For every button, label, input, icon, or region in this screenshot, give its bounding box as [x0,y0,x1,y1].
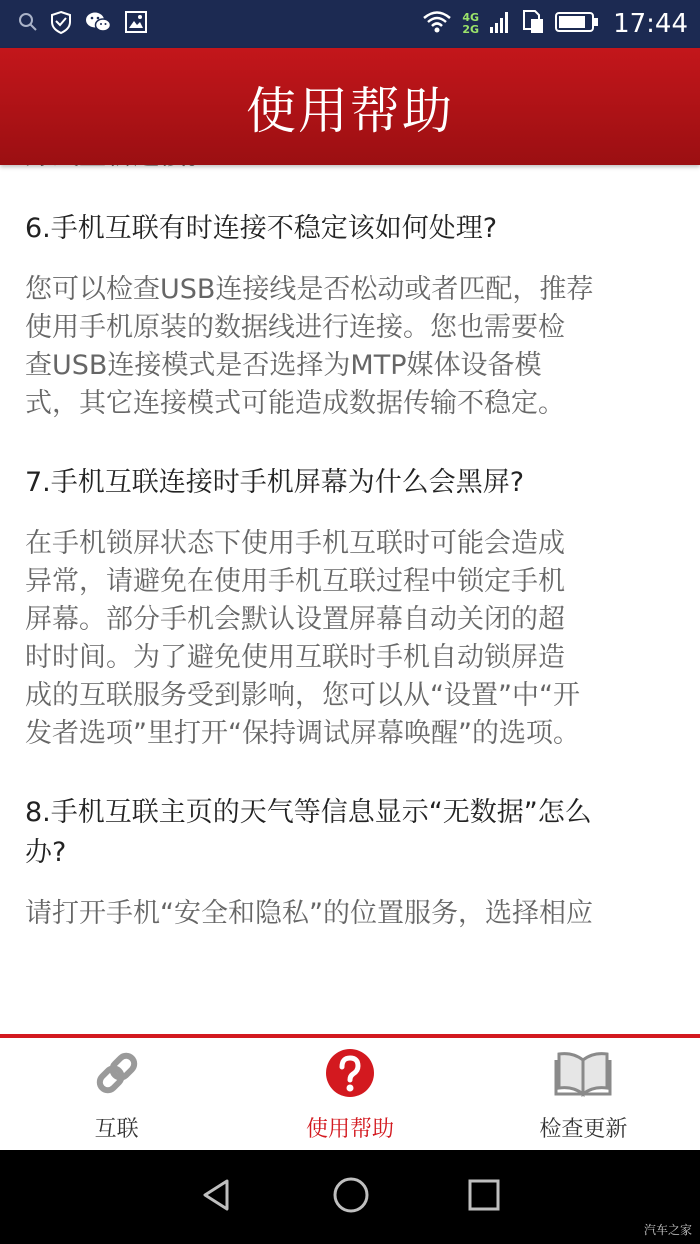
answer-line: 式，其它连接模式可能造成数据传输不稳定。 [25,388,565,419]
shield-check-icon [50,10,72,38]
tab-label-help: 使用帮助 [305,1116,394,1142]
help-content[interactable] [0,165,700,1035]
tab-bar [0,1034,700,1150]
book-icon [553,1046,613,1104]
network-4g-label: 4G [462,11,480,24]
answer-line: 异常，请避免在使用手机互联过程中锁定手机 [25,566,565,597]
wifi-icon [422,10,452,38]
tab-link[interactable] [0,1038,233,1150]
clock: 17:44 [613,9,688,39]
watermark: 汽车之家 [643,1223,692,1237]
help-content-inner [25,137,680,933]
page-title: 使用帮助 [246,81,454,140]
answer-line: 您可以检查USB连接线是否松动或者匹配，推荐 [25,274,594,305]
question-line: 8.手机互联主页的天气等信息显示“无数据”怎么 [25,797,592,828]
question-6: 6.手机互联有时连接不稳定该如何处理? [25,213,498,244]
question-8 [25,793,680,873]
status-bar [0,0,700,48]
answer-line: 时时间。为了避免使用互联时手机自动锁屏造 [25,642,565,673]
system-nav-bar [0,1150,700,1244]
tab-update[interactable] [467,1038,700,1150]
network-2g-label: 2G [462,23,480,36]
answer-line: 发者选项”里打开“保持调试屏幕唤醒”的选项。 [25,718,580,749]
link-icon [90,1046,144,1104]
wechat-icon [84,10,112,38]
dual-sim-icon [521,9,545,39]
question-7: 7.手机互联连接时手机屏幕为什么会黑屏? [25,467,525,498]
answer-line: 请打开手机“安全和隐私”的位置服务，选择相应 [25,898,593,929]
answer-line: 在手机锁屏状态下使用手机互联时可能会造成 [25,528,565,559]
signal-icon [489,9,511,39]
battery-icon [555,11,599,37]
question-circle-icon [323,1046,377,1104]
answer-line: 成的互联服务受到影响，您可以从“设置”中“开 [25,680,580,711]
image-icon [124,10,148,38]
tab-help[interactable] [233,1038,466,1150]
answer-line: 使用手机原装的数据线进行连接。您也需要检 [25,312,565,343]
home-icon[interactable] [332,1176,370,1218]
tab-label-update: 检查更新 [539,1116,628,1142]
answer-8 [25,895,680,933]
app-header [0,48,700,165]
answer-7 [25,525,680,753]
search-notification-icon [18,12,38,36]
tab-label-link: 互联 [94,1116,139,1142]
answer-6 [25,271,680,423]
answer-line: 查USB连接模式是否选择为MTP媒体设备模 [25,350,542,381]
question-line: 办? [25,837,67,868]
answer-line: 屏幕。部分手机会默认设置屏幕自动关闭的超 [25,604,565,635]
network-type-label [462,12,479,36]
back-icon[interactable] [199,1177,235,1217]
content-fade [0,1007,700,1035]
recents-icon[interactable] [467,1178,501,1216]
